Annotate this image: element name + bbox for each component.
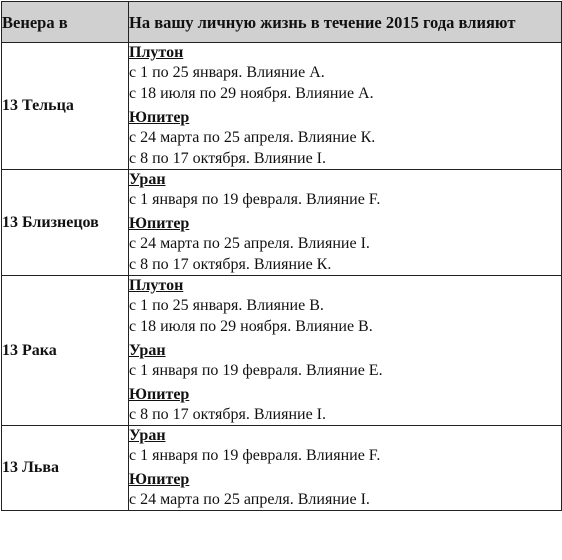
influence-period: с 8 по 17 октября. Влияние К.	[129, 256, 332, 273]
planet-group	[129, 276, 561, 337]
table-row	[2, 276, 562, 426]
venus-influence-table	[1, 1, 562, 511]
influence-cell	[129, 276, 562, 426]
planet-name: Плутон	[129, 44, 184, 61]
venus-sign-cell: 13 Рака	[2, 276, 129, 426]
influence-cell	[129, 43, 562, 170]
influence-period: с 1 января по 19 февраля. Влияние F.	[129, 447, 381, 464]
planet-group	[129, 426, 561, 466]
planet-group	[129, 43, 561, 104]
influence-period: с 24 марта по 25 апреля. Влияние I.	[129, 491, 370, 508]
table-row	[2, 43, 562, 170]
planet-group	[129, 214, 561, 275]
influence-cell	[129, 426, 562, 511]
table-header-row	[2, 2, 562, 43]
header-influence-column: На вашу личную жизнь в течение 2015 года влияют	[129, 2, 562, 43]
planet-name: Юпитер	[129, 471, 190, 488]
venus-sign-cell: 13 Близнецов	[2, 170, 129, 276]
planet-group	[129, 470, 561, 510]
planet-name: Уран	[129, 427, 166, 444]
planet-name: Юпитер	[129, 215, 190, 232]
influence-cell	[129, 170, 562, 276]
table-body	[2, 43, 562, 511]
table-row	[2, 170, 562, 276]
planet-group	[129, 385, 561, 425]
planet-name: Юпитер	[129, 109, 190, 126]
influence-period: с 1 января по 19 февраля. Влияние F.	[129, 191, 381, 208]
influence-period: с 1 по 25 января. Влияние В.	[129, 297, 324, 314]
planet-group	[129, 170, 561, 210]
planet-group	[129, 341, 561, 381]
influence-period: с 18 июля по 29 ноября. Влияние А.	[129, 85, 374, 102]
planet-name: Уран	[129, 171, 166, 188]
planet-name: Плутон	[129, 277, 184, 294]
influence-period: с 18 июля по 29 ноября. Влияние В.	[129, 318, 373, 335]
planet-name: Уран	[129, 342, 166, 359]
influence-period: с 1 по 25 января. Влияние А.	[129, 64, 325, 81]
venus-sign-cell: 13 Льва	[2, 426, 129, 511]
planet-group	[129, 108, 561, 169]
influence-period: с 8 по 17 октября. Влияние I.	[129, 150, 326, 167]
planet-name: Юпитер	[129, 386, 190, 403]
header-venus-column: Венера в	[2, 2, 129, 43]
influence-period: с 1 января по 19 февраля. Влияние Е.	[129, 362, 383, 379]
table-row	[2, 426, 562, 511]
influence-period: с 24 марта по 25 апреля. Влияние К.	[129, 129, 376, 146]
influence-period: с 8 по 17 октября. Влияние I.	[129, 406, 326, 423]
venus-sign-cell: 13 Тельца	[2, 43, 129, 170]
influence-period: с 24 марта по 25 апреля. Влияние I.	[129, 235, 370, 252]
